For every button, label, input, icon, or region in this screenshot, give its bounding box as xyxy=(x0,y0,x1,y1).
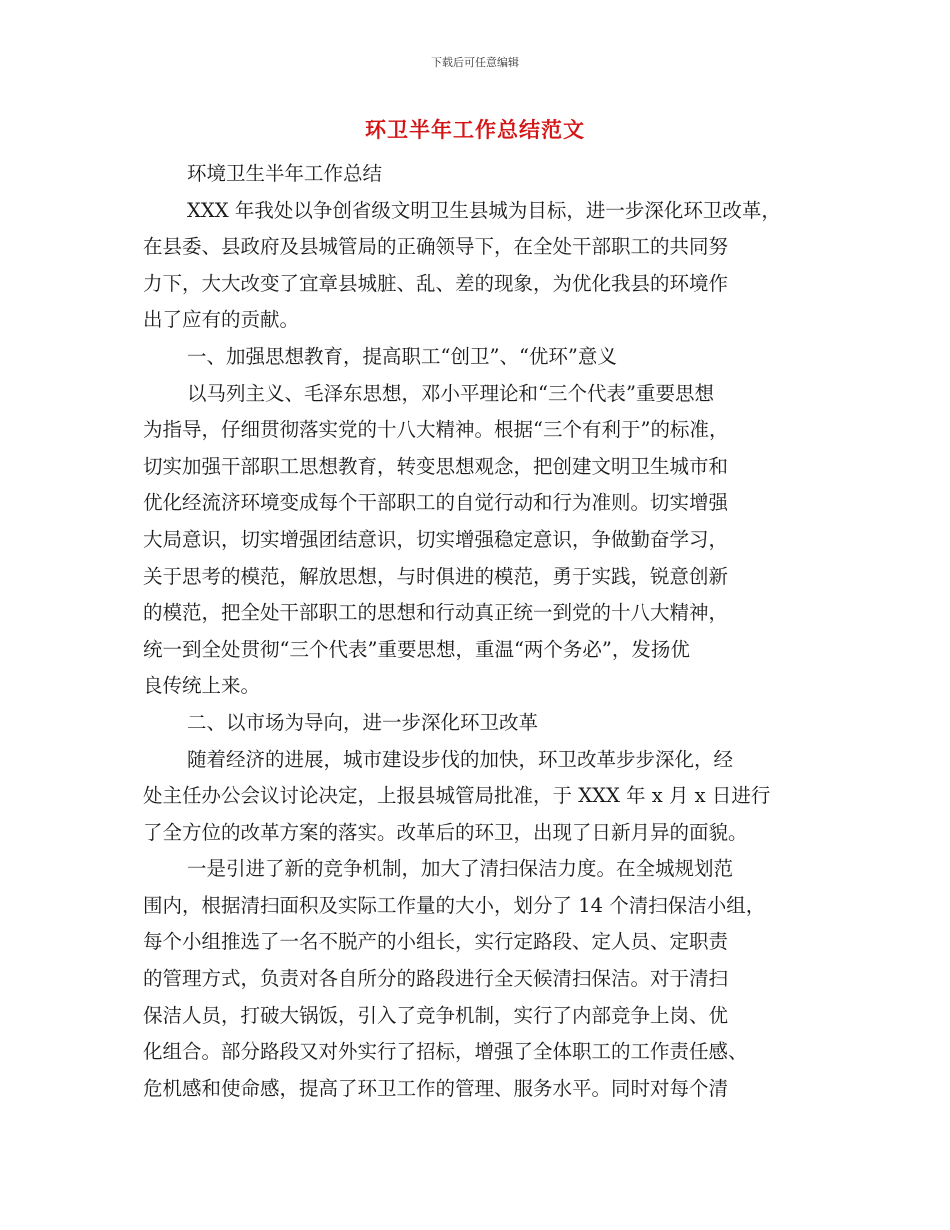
subtitle-line: 环境卫生半年工作总结 xyxy=(187,162,383,185)
paragraph-line: 良传统上来。 xyxy=(143,674,261,698)
header-note: 下载后可任意编辑 xyxy=(431,56,519,69)
document-title: 环卫半年工作总结范文 xyxy=(365,118,585,142)
paragraph-line: 优化经流济环境变成每个干部职工的自觉行动和行为准则。切实增强 xyxy=(143,491,729,515)
paragraph-line: 以马列主义、毛泽东思想，邓小平理论和“三个代表”重要思想 xyxy=(187,381,714,405)
paragraph-line: 一是引进了新的竞争机制，加大了清扫保洁力度。在全城规划范 xyxy=(187,857,734,881)
paragraph-line: 了全方位的改革方案的落实。改革后的环卫，出现了日新月异的面貌。 xyxy=(143,820,748,844)
paragraph-line: 每个小组推选了一名不脱产的小组长，实行定路段、定人员、定职责 xyxy=(143,930,729,954)
paragraph-line: 的模范，把全处干部职工的思想和行动真正统一到党的十八大精神， xyxy=(143,601,729,625)
paragraph-line: 统一到全处贯彻“三个代表”重要思想，重温“两个务必”，发扬优 xyxy=(143,637,690,661)
paragraph-line: 随着经济的进展，城市建设步伐的加快，环卫改革步步深化，经 xyxy=(187,747,734,771)
paragraph-line: 大局意识，切实增强团结意识，切实增强稳定意识，争做勤奋学习， xyxy=(143,527,729,551)
paragraph-line: 为指导，仔细贯彻落实党的十八大精神。根据“三个有利于”的标准， xyxy=(143,418,729,442)
paragraph-line: 保洁人员，打破大锅饭，引入了竞争机制，实行了内部竞争上岗、优 xyxy=(143,1003,729,1027)
paragraph-line: 处主任办公会议讨论决定，上报县城管局批准，于 XXX 年 x 月 x 日进行 xyxy=(143,784,771,808)
paragraph-line: 危机感和使命感，提高了环卫工作的管理、服务水平。同时对每个清 xyxy=(143,1076,729,1100)
paragraph-line: 关于思考的模范，解放思想，与时俱进的模范，勇于实践，锐意创新 xyxy=(143,564,729,588)
document-body xyxy=(143,156,823,1107)
paragraph-line: 的管理方式，负责对各自所分的路段进行全天候清扫保洁。对于清扫 xyxy=(143,967,729,991)
paragraph-line: 在县委、县政府及县城管局的正确领导下，在全处干部职工的共同努 xyxy=(143,235,729,259)
section-heading: 一、加强思想教育，提高职工“创卫”、“优环”意义 xyxy=(187,344,617,368)
paragraph-line: 出了应有的贡献。 xyxy=(143,308,300,332)
paragraph-line: XXX 年我处以争创省级文明卫生县城为目标，进一步深化环卫改革， xyxy=(187,198,781,222)
section-heading: 二、以市场为导向，进一步深化环卫改革 xyxy=(187,710,539,734)
paragraph-line: 化组合。部分路段又对外实行了招标，增强了全体职工的工作责任感、 xyxy=(143,1040,748,1064)
paragraph-line: 围内，根据清扫面积及实际工作量的大小，划分了 14 个清扫保洁小组， xyxy=(143,893,766,917)
paragraph-line: 力下，大大改变了宜章县城脏、乱、差的现象，为优化我县的环境作 xyxy=(143,271,729,295)
paragraph-line: 切实加强干部职工思想教育，转变思想观念，把创建文明卫生城市和 xyxy=(143,454,729,478)
